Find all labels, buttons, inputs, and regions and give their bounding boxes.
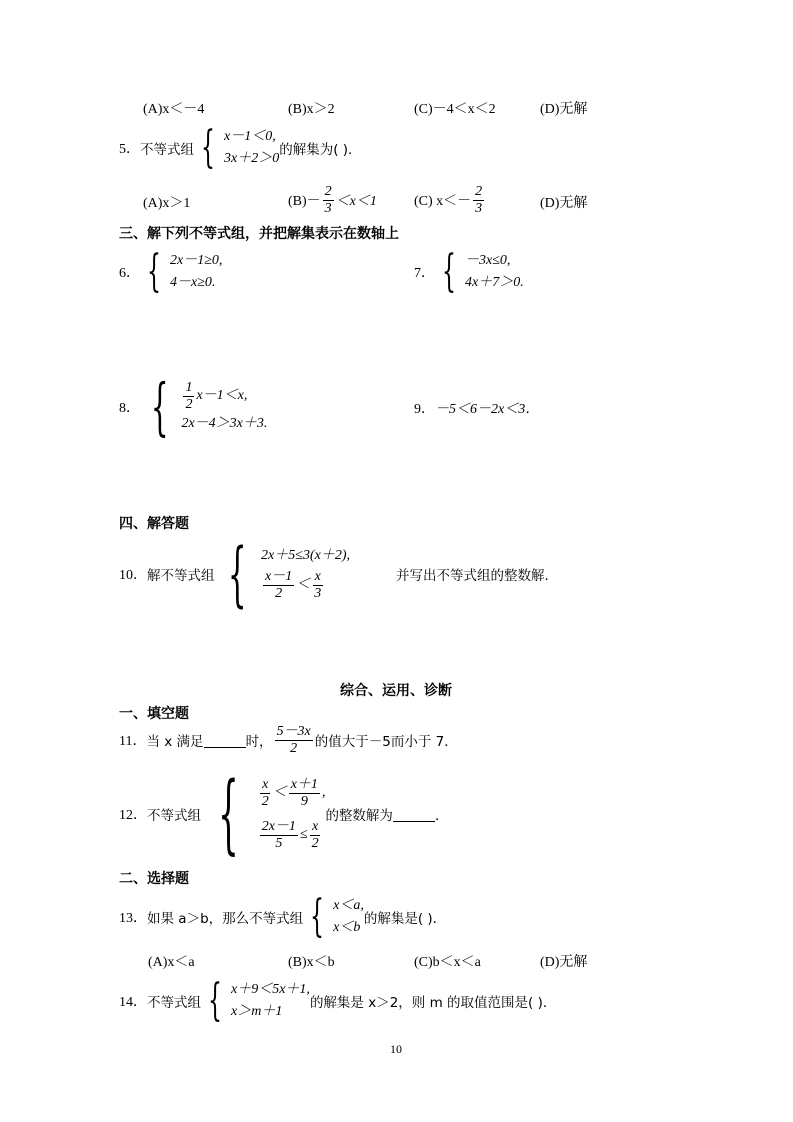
q5-option-a: (A)x＞1 [143,196,191,211]
q10-fraction-1-denominator: 2 [275,585,283,601]
q5-option-b [288,180,377,220]
q12-fraction-2-denominator: 9 [300,793,308,809]
q11-text-2: 时， [245,734,273,750]
q6-brace: { [147,246,161,297]
q5-brace: { [201,122,215,173]
q5-option-c [414,180,486,220]
q13-line2: x＜b [333,920,361,935]
question-5 [119,124,362,172]
q13-brace: { [310,891,325,942]
q13-number: 13． [119,911,147,926]
q11-fraction-denominator: 2 [290,740,298,756]
q12-relation-1: ＜ [272,785,287,800]
q13-option-d: (D)无解 [540,955,588,970]
q12-fraction-4 [310,819,321,852]
q13-option-b: (B)x＜b [288,955,335,970]
q14-line1: x＋9＜5x＋1, [231,982,310,997]
q13-system [333,895,364,939]
q12-text-after: 的整数解为 [325,808,393,824]
q11-fraction [275,724,313,757]
q12-fraction-2 [289,777,320,810]
q12-fraction-1-denominator: 2 [261,793,269,809]
q5-text-before: 不等式组 [140,142,194,158]
q12-line1-end: , [321,785,326,800]
q7-line1: －3x≤0, [465,253,511,268]
q8-denominator: 2 [185,396,193,412]
q12-relation-2: ≤ [299,827,308,842]
q10-system [261,545,350,603]
q12-fraction-2-numerator: x＋1 [290,776,318,792]
q12-fraction-4-numerator: x [312,818,319,834]
q8-brace: { [150,370,169,443]
question-8 [119,370,268,443]
q5-number: 5． [119,142,140,157]
q11-answer-blank[interactable] [204,733,246,748]
q10-number: 10． [119,568,147,583]
q12-answer-blank[interactable] [393,807,435,822]
q12-fraction-4-denominator: 2 [311,835,319,851]
q6-line1: 2x－1≥0, [170,253,223,268]
q4-option-b: (B)x＞2 [288,102,335,117]
q10-fraction-1-numerator: x－1 [265,568,293,584]
q5-option-d: (D)无解 [540,196,588,211]
q11-text-3: 的值大于－5而小于 7． [314,734,458,750]
q13-text-before: 如果 a＞b，那么不等式组 [147,911,304,927]
q5-option-b-fraction [323,184,334,217]
q5-option-c-numerator: 2 [475,183,483,199]
q8-fraction [183,380,194,413]
q12-system [258,772,326,856]
question-12 [119,764,449,864]
question-10 [119,533,558,615]
q4-option-a: (A)x＜－4 [143,102,205,117]
section-4-title: 四、解答题 [119,516,189,532]
q5-option-c-prefix: (C) x＜－ [414,194,472,209]
q12-fraction-1 [260,777,271,810]
q6-system [170,250,222,294]
q12-line1 [258,772,326,814]
section-2-title: 二、选择题 [119,871,189,887]
question-9 [414,398,539,418]
q4-option-c: (C)－4＜x＜2 [414,102,496,117]
q8-line1 [181,380,267,413]
q9-number: 9． [414,402,435,417]
q7-system [465,250,524,294]
q6-number: 6． [119,266,140,281]
q7-brace: { [442,246,456,297]
q5-option-c-denominator: 3 [475,200,483,216]
q12-end: ． [434,808,449,824]
q5-option-b-prefix: (B)－ [288,194,321,209]
q14-number: 14． [119,995,147,1010]
q10-fraction-1 [263,569,294,602]
q13-text-after: 的解集是( )． [363,911,447,927]
section-1-title: 一、填空题 [119,706,189,722]
q12-fraction-3-denominator: 5 [275,835,283,851]
q10-fraction-2-denominator: 3 [314,585,322,601]
q13-option-a: (A)x＜a [148,955,195,970]
part-title: 综合、运用、诊断 [340,683,452,699]
q5-system [224,126,279,170]
q13-line1: x＜a, [333,898,364,913]
question-7 [414,248,524,296]
q14-text-before: 不等式组 [147,995,201,1011]
q8-line2: 2x－4＞3x＋3. [181,415,268,431]
q8-number: 8． [119,401,140,416]
q5-option-c-fraction [473,184,484,217]
q10-fraction-2 [312,569,323,602]
q7-number: 7． [414,266,435,281]
q5-option-b-suffix: ＜x＜1 [335,194,377,209]
question-13 [119,893,446,941]
q5-option-b-numerator: 2 [324,183,332,199]
question-14 [119,977,556,1025]
q10-brace: { [227,533,247,615]
q5-line2: 3x＋2＞0 [224,151,280,166]
q11-fraction-numerator: 5－3x [276,723,311,739]
section-3-title: 三、解下列不等式组，并把解集表示在数轴上 [119,226,399,242]
q4-option-d: (D)无解 [540,102,588,117]
q10-fraction-2-numerator: x [314,568,321,584]
q14-line2: x＞m＋1 [231,1004,283,1019]
q14-system [231,979,310,1023]
q5-line1: x－1＜0, [224,129,276,144]
q5-option-b-denominator: 3 [324,200,332,216]
q14-text-after: 的解集是 x＞2，则 m 的取值范围是( )． [309,995,557,1011]
q8-system [181,380,267,435]
q8-numerator: 1 [185,379,193,395]
q12-text-before: 不等式组 [147,808,201,824]
q12-fraction-1-numerator: x [262,776,269,792]
q12-fraction-3 [260,819,298,852]
q5-text-after: 的解集为( )． [279,142,362,158]
q10-text-after: 并写出不等式组的整数解． [395,568,558,584]
question-11 [119,720,458,760]
q6-line2: 4－x≥0. [170,275,216,290]
q10-relation: ＜ [296,577,311,592]
q12-fraction-3-numerator: 2x－1 [261,818,296,834]
q10-text-before: 解不等式组 [147,568,215,584]
q7-line2: 4x＋7＞0. [465,275,524,290]
q12-brace: { [217,764,239,864]
q10-line1: 2x＋5≤3(x＋2), [261,548,350,563]
page-number: 10 [390,1042,402,1056]
q11-number: 11． [119,734,147,749]
q12-line2 [258,814,326,856]
q11-text-1: 当 x 满足 [146,734,204,750]
q12-number: 12． [119,808,147,823]
question-6 [119,248,222,296]
q8-line1-rest: x－1＜x, [196,388,248,403]
q9-text: －5＜6－2x＜3． [435,402,540,417]
q14-brace: { [208,975,222,1026]
q13-option-c: (C)b＜x＜a [414,955,481,970]
q10-line2 [261,567,350,603]
